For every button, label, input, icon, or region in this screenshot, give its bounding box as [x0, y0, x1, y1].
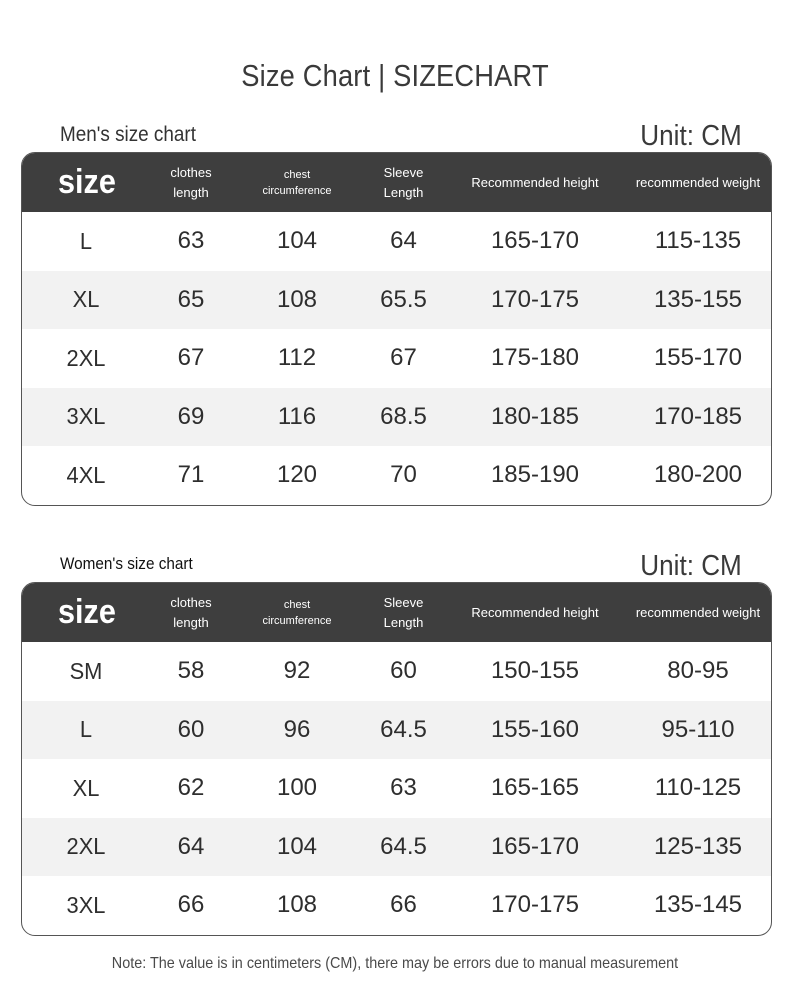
clothes-length-cell: 63	[177, 227, 205, 255]
clothes-length-cell: 60	[177, 715, 205, 743]
chest-cell: 96	[283, 715, 311, 743]
womens-size-table	[21, 582, 772, 936]
height-cell: 155-160	[490, 715, 580, 743]
chest-cell: 100	[276, 774, 318, 802]
clothes-length-cell: 65	[177, 285, 205, 313]
sleeve-cell: 70	[390, 461, 417, 489]
weight-cell: 115-135	[654, 227, 742, 255]
header-recommended-height: Recommended height	[471, 605, 599, 620]
womens-section-label: Women's size chart	[60, 554, 193, 573]
weight-cell: 125-135	[653, 832, 743, 860]
header-clothes-length: clothes length	[170, 164, 212, 200]
table-row	[22, 759, 771, 818]
sleeve-cell: 68.5	[380, 402, 427, 430]
header-size: size	[58, 163, 116, 201]
height-cell: 180-185	[490, 402, 580, 430]
chest-cell: 120	[276, 461, 318, 489]
table-body	[22, 212, 771, 505]
height-cell: 165-165	[490, 774, 580, 802]
mens-size-table	[21, 152, 772, 506]
header-sleeve-length: Sleeve Length	[383, 594, 424, 630]
table-row	[22, 446, 771, 505]
sleeve-cell: 66	[390, 891, 417, 919]
sleeve-cell: 63	[390, 774, 417, 802]
height-cell: 150-155	[490, 657, 580, 685]
size-cell: XL	[72, 286, 100, 313]
sleeve-cell: 67	[390, 344, 417, 372]
header-recommended-weight: recommended weight	[635, 605, 761, 620]
clothes-length-cell: 71	[177, 461, 205, 489]
measurement-note: Note: The value is in centimeters (CM), there may be errors due to manual measurement	[111, 955, 679, 972]
clothes-length-cell: 64	[177, 832, 205, 860]
clothes-length-cell: 58	[177, 657, 205, 685]
weight-cell: 110-125	[654, 774, 742, 802]
size-cell: 4XL	[66, 461, 106, 488]
height-cell: 165-170	[490, 832, 580, 860]
womens-unit-label: Unit: CM	[640, 550, 742, 582]
weight-cell: 170-185	[653, 402, 743, 430]
chest-cell: 104	[276, 832, 318, 860]
sleeve-cell: 65.5	[380, 285, 427, 313]
table-header	[22, 583, 771, 642]
table-row	[22, 329, 771, 388]
size-cell: 2XL	[66, 344, 106, 371]
height-cell: 170-175	[490, 891, 580, 919]
table-row	[22, 388, 771, 447]
size-cell: 3XL	[66, 403, 106, 430]
header-clothes-length: clothes length	[170, 594, 212, 630]
weight-cell: 95-110	[661, 715, 735, 743]
clothes-length-cell: 67	[177, 344, 205, 372]
sleeve-cell: 64.5	[380, 832, 427, 860]
table-row	[22, 271, 771, 330]
table-row	[22, 701, 771, 760]
chest-cell: 112	[277, 344, 317, 372]
height-cell: 170-175	[490, 285, 580, 313]
size-cell: 3XL	[66, 891, 106, 918]
weight-cell: 135-155	[653, 285, 743, 313]
header-chest-circumference: chest circumference	[262, 168, 332, 197]
chest-cell: 108	[276, 285, 318, 313]
weight-cell: 80-95	[667, 657, 729, 685]
table-row	[22, 642, 771, 701]
chest-cell: 108	[276, 891, 318, 919]
sleeve-cell: 60	[390, 657, 417, 685]
sleeve-cell: 64.5	[380, 715, 427, 743]
header-size: size	[58, 593, 116, 631]
weight-cell: 180-200	[653, 461, 743, 489]
header-recommended-weight: recommended weight	[635, 175, 761, 190]
size-cell: XL	[72, 774, 100, 801]
mens-section-label: Men's size chart	[60, 123, 196, 146]
table-row	[22, 818, 771, 877]
header-sleeve-length: Sleeve Length	[383, 164, 424, 200]
chest-cell: 104	[276, 227, 318, 255]
size-cell: SM	[69, 657, 103, 684]
page-title: Size Chart | SIZECHART	[241, 58, 549, 93]
header-chest-circumference: chest circumference	[262, 598, 332, 627]
mens-unit-label: Unit: CM	[640, 120, 742, 152]
height-cell: 185-190	[490, 461, 580, 489]
size-cell: 2XL	[66, 833, 106, 860]
clothes-length-cell: 69	[177, 402, 205, 430]
table-body	[22, 642, 771, 935]
clothes-length-cell: 66	[177, 891, 205, 919]
weight-cell: 155-170	[653, 344, 743, 372]
table-row	[22, 876, 771, 935]
clothes-length-cell: 62	[177, 774, 205, 802]
height-cell: 175-180	[490, 344, 580, 372]
size-cell: L	[79, 716, 93, 743]
table-row	[22, 212, 771, 271]
size-cell: L	[79, 227, 93, 254]
height-cell: 165-170	[490, 227, 580, 255]
table-header	[22, 153, 771, 212]
header-recommended-height: Recommended height	[471, 175, 599, 190]
sleeve-cell: 64	[390, 227, 417, 255]
chest-cell: 92	[283, 657, 311, 685]
weight-cell: 135-145	[653, 891, 743, 919]
chest-cell: 116	[277, 402, 317, 430]
